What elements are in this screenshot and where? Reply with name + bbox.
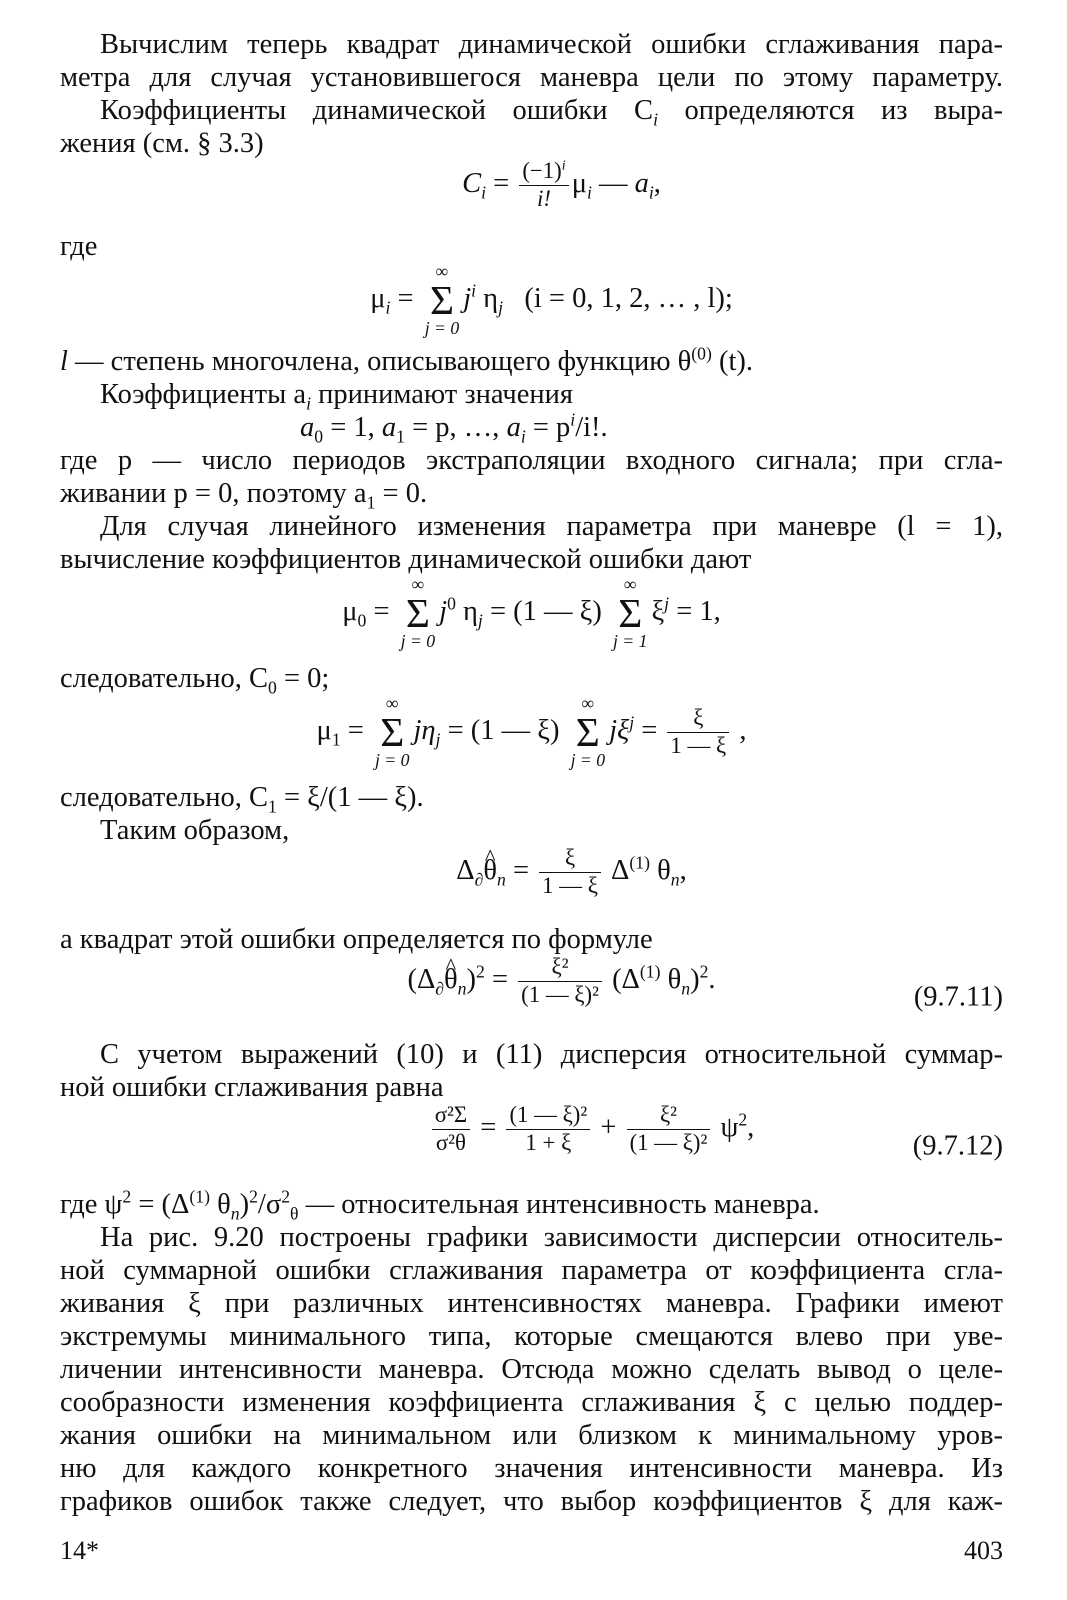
text-line: живании p = 0, поэтому $a_1 = 0$. <box>60 478 428 513</box>
text-line: l — степень многочлена, описывающего функцию $\theta^{(0)}$ (t). <box>60 343 754 377</box>
text-line: На рис. 9.20 построены графики зависимости дисперсии относитель- <box>100 1222 1003 1253</box>
text-line: Таким образом, <box>100 815 290 846</box>
text-line: Вычислим теперь квадрат динамической ошибки сглаживания пара- <box>100 29 1003 60</box>
page-number: 403 <box>964 1536 1003 1565</box>
equation-mu1: $\mu_1$ = ∞ Σ j = 0 $j\eta_j = (1$ — ξ) ∞ Σ j = 0 $j\xi^j$ = $\frac{\xi}{1 — \xi}$ , <box>316 693 747 770</box>
page-body <box>60 28 1003 1518</box>
text-line: ной суммарной ошибки сглаживания параметра от коэффициента сгла- <box>60 1255 1003 1286</box>
equation-mu0: $\mu_0$ = ∞ Σ j = 0 $j^0$ $\eta_j = (1$ — ξ) ∞ Σ j = 1 $\xi^j = 1$, <box>342 574 721 651</box>
text-line: ню для каждого конкретного значения интенсивности маневра. Из <box>60 1453 1003 1484</box>
text-line: где <box>60 231 98 262</box>
text-line: жания ошибки на минимальном или близком к минимальному уров- <box>60 1420 1003 1451</box>
text-line: жения (см. § 3.3) <box>60 128 264 159</box>
text-line: где $\psi^2 = (\Delta^{(1)}$ $\theta_n)^2/\sigma^2_\theta$ — относительная интенсивность маневра. <box>60 1186 820 1224</box>
page-footer <box>60 1536 1003 1566</box>
text-line: Для случая линейного изменения параметра при маневре (l = 1), <box>100 511 1003 542</box>
equation-square: ($\Delta_\partial\^{}$ $\theta_n)^2$ = $\frac{\text{ξ²}}{\text{(1 — ξ)²}}$ ($\Delta^{(1)}$ $\theta_n)^2$. (9.7.11) <box>60 956 1003 1038</box>
text-line: ной ошибки сглаживания равна <box>60 1072 444 1103</box>
equation-number: (9.7.11) <box>913 981 1003 1013</box>
equation-mui: $\mu_i$ = ∞ Σ j = 0 $j^i$ $\eta_j$ (i = 0, 1, 2, … , l); <box>370 261 733 338</box>
text-line: живания ξ при различных интенсивностях маневра. Графики имеют <box>60 1288 1003 1319</box>
text-line: следовательно, $C_1 = \xi/(1$ — ξ). <box>60 782 424 817</box>
equation-a: $a_0 = 1$, $a_1 = p$, …, $a_i = p^i/i$!. <box>300 409 608 447</box>
text-line: С учетом выражений (10) и (11) дисперсия относительной суммар- <box>100 1039 1003 1070</box>
text-line: метра для случая установившегося маневра цели по этому параметру. <box>60 62 1003 93</box>
text-line: сообразности изменения коэффициента сглаживания ξ с целью поддер- <box>60 1387 1003 1418</box>
signature-mark: 14* <box>60 1536 99 1565</box>
text-line: где p — число периодов экстраполяции входного сигнала; при сгла- <box>60 445 1003 476</box>
text-line: личении интенсивности маневра. Отсюда можно сделать вывод о целе- <box>60 1354 1003 1385</box>
equation-delta: $\Delta_\partial\^{}$ $\theta_n$ = $\frac{\xi}{1 — \xi}$ $\Delta^{(1)}$ $\theta_n$, <box>60 847 1003 923</box>
equation-ci: $C_i$ = $\frac{(-1)^i}{i!}$ $\mu_i$ — $a_i$, <box>462 157 661 211</box>
equation-number: (9.7.12) <box>912 1130 1003 1162</box>
text-line: вычисление коэффициентов динамической ошибки дают <box>60 544 752 575</box>
equation-disp: $\frac{\text{σ²Σ}}{\text{σ²θ}}$ = $\frac{\text{(1 — ξ)²}}{1 + \xi}$ + $\frac{\text{ξ²}}{\text{(1 — ξ)²}}$ $\psi^2$, (9.7.12) <box>60 1104 1003 1188</box>
text-line: а квадрат этой ошибки определяется по формуле <box>60 924 653 955</box>
text-line: экстремумы минимального типа, которые смещаются влево при уве- <box>60 1321 1003 1352</box>
text-line: следовательно, $C_0 = 0$; <box>60 663 330 698</box>
text-line: графиков ошибок также следует, что выбор коэффициентов ξ для каж- <box>60 1486 1003 1517</box>
text-line: Коэффициенты динамической ошибки $C_i$ определяются из выра- <box>100 95 1003 130</box>
text-line: Коэффициенты $a_i$ принимают значения <box>100 379 573 414</box>
